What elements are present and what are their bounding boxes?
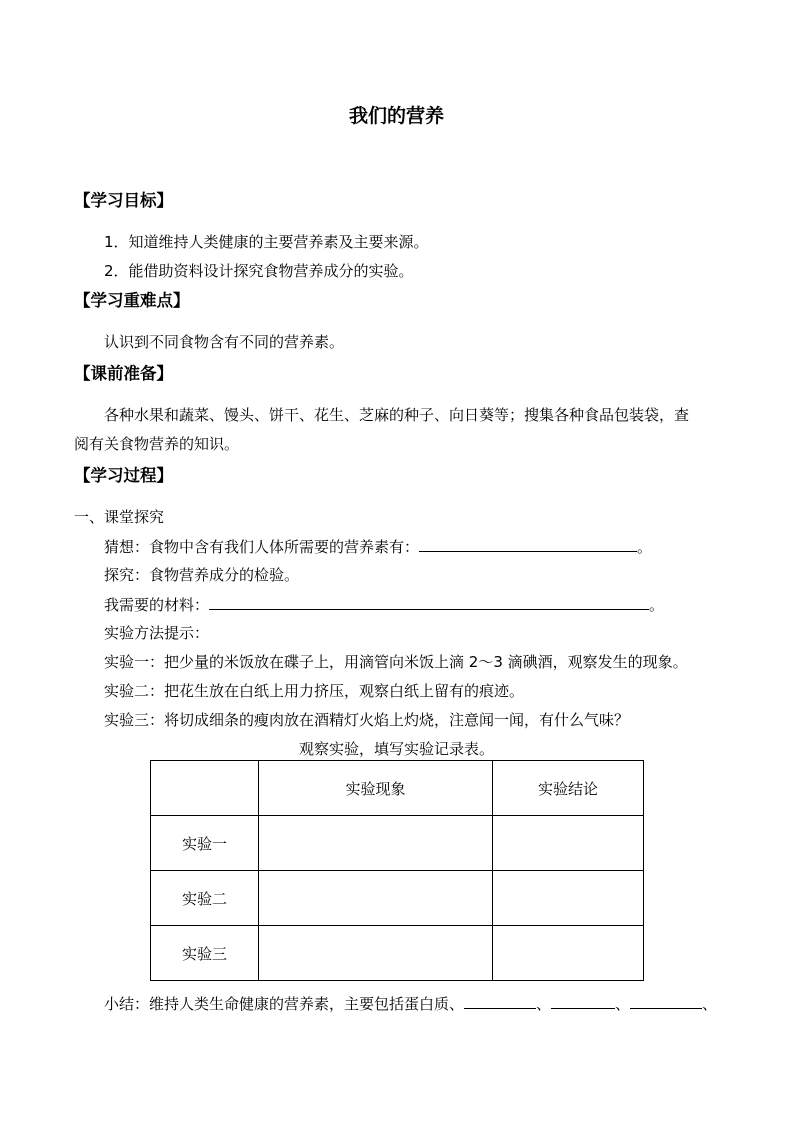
summary-sep-3: 、 [702,995,718,1013]
guess-label: 猜想：食物中含有我们人体所需要的营养素有： [104,538,420,556]
table-row [151,871,644,926]
summary-blank-1[interactable] [464,993,536,1009]
exp3-text: 实验三：将切成细条的瘦肉放在酒精灯火焰上灼烧，注意闻一闻，有什么气味？ [104,711,630,729]
table-header-phenomenon: 实验现象 [259,761,493,816]
table-row-label: 实验三 [151,926,259,981]
table-header-row [151,761,644,816]
key-text: 认识到不同食物含有不同的营养素。 [104,333,345,351]
guess-line [104,536,652,557]
record-table [150,760,644,981]
summary-line [104,993,717,1014]
goal-item-2: 2．能借助资料设计探究食物营养成分的实验。 [104,262,414,280]
method-tip: 实验方法提示： [104,624,210,642]
table-caption: 观察实验，填写实验记录表。 [298,740,494,758]
table-row [151,926,644,981]
table-row-label: 实验一 [151,816,259,871]
prep-line-2: 阅有关食物营养的知识。 [74,435,240,453]
materials-blank[interactable] [209,594,649,610]
goal-item-1: 1．知道维持人类健康的主要营养素及主要来源。 [104,233,429,251]
materials-line [104,594,664,615]
prep-heading: 【课前准备】 [74,364,173,383]
guess-end: 。 [637,538,653,556]
table-cell-phenomenon[interactable] [259,926,493,981]
table-cell-conclusion[interactable] [493,871,644,926]
summary-blank-3[interactable] [630,993,702,1009]
exp2-text: 实验二：把花生放在白纸上用力挤压，观察白纸上留有的痕迹。 [104,682,525,700]
materials-label: 我需要的材料： [104,596,210,614]
guess-blank[interactable] [419,536,637,552]
goals-heading: 【学习目标】 [74,191,173,210]
prep-line-1: 各种水果和蔬菜、馒头、饼干、花生、芝麻的种子、向日葵等；搜集各种食品包装袋，查 [104,406,690,424]
summary-sep-2: 、 [615,995,631,1013]
table-header-conclusion: 实验结论 [493,761,644,816]
part1-label: 一、课堂探究 [74,508,165,526]
table-cell-phenomenon[interactable] [259,816,493,871]
page-title: 我们的营养 [348,105,444,127]
process-heading: 【学习过程】 [74,466,173,485]
summary-sep-1: 、 [536,995,552,1013]
table-cell-conclusion[interactable] [493,816,644,871]
table-row [151,816,644,871]
key-heading: 【学习重难点】 [74,291,190,310]
summary-label: 小结：维持人类生命健康的营养素，主要包括蛋白质、 [104,995,465,1013]
table-cell-conclusion[interactable] [493,926,644,981]
table-cell-phenomenon[interactable] [259,871,493,926]
summary-blank-2[interactable] [551,993,615,1009]
table-row-label: 实验二 [151,871,259,926]
materials-end: 。 [649,596,665,614]
exp1-text: 实验一：把少量的米饭放在碟子上，用滴管向米饭上滴 2～3 滴碘酒，观察发生的现象。 [104,653,688,671]
table-header-corner [151,761,259,816]
explore-text: 探究：食物营养成分的检验。 [104,566,300,584]
